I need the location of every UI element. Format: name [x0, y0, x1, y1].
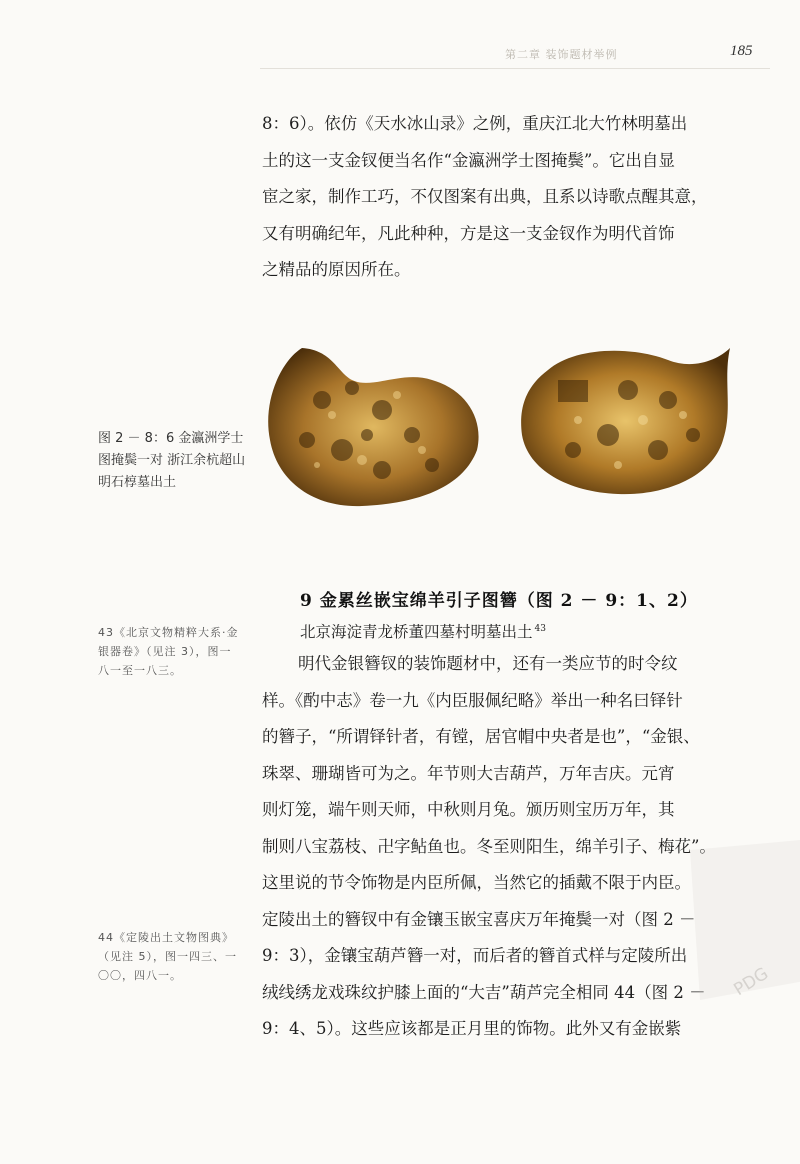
text-line: 则灯笼，端午则天师，中秋则月兔。颁历则宝历万年，其 [262, 800, 675, 819]
text-line: 制则八宝荔枝、卍字鲇鱼也。冬至则阳生，绵羊引子、梅花”。 [262, 836, 716, 856]
paragraph-1 [262, 106, 738, 289]
side-note-43: 43《北京文物精粹大系·金银器卷》（见注 3），图一八一至一八三。 [98, 626, 239, 677]
text-line: 宦之家，制作工巧，不仅图案有出典，且系以诗歌点醒其意， [262, 187, 708, 206]
footnote-ref-43[interactable]: 43 [534, 623, 546, 634]
text-line: 定陵出土的簪钗中有金镶玉嵌宝喜庆万年掩鬓一对（图 2 － [262, 909, 696, 929]
figure-caption: 图 2 － 8：6 金瀛洲学士图掩鬓一对 浙江余杭超山明石椁墓出土 [98, 431, 246, 490]
text-line: 土的这一支金钗便当名作“金瀛洲学士图掩鬓”。它出自显 [262, 150, 675, 170]
text-line: 珠翠、珊瑚皆可为之。年节则大吉葫芦，万年吉庆。元宵 [262, 763, 675, 783]
text-line: 9：3），金镶宝葫芦簪一对，而后者的簪首式样与定陵所出 [262, 946, 688, 965]
text-line: 又有明确纪年，凡此种种，方是这一支金钗作为明代首饰 [262, 223, 675, 243]
watermark-seal [660, 840, 800, 1000]
text-line: 之精品的原因所在。 [262, 260, 411, 279]
ornament-photo-right [518, 340, 732, 498]
text-line: 的簪子，“所谓铎针者，有镗，居官帽中央者是也”，“金银、 [262, 727, 700, 746]
section-source [300, 620, 546, 642]
text-line: 样。《酌中志》卷一九《内臣服佩纪略》举出一种名曰铎针 [262, 690, 683, 710]
source-text: 北京海淀青龙桥董四墓村明墓出土 [300, 623, 533, 641]
page-number: 185 [730, 43, 753, 59]
text-line: 9：4、5）。这些应该都是正月里的饰物。此外又有金嵌紫 [262, 1019, 682, 1038]
text-line: 这里说的节令饰物是内臣所佩，当然它的插戴不限于内臣。 [262, 873, 691, 892]
text-line: 8：6）。依仿《天水冰山录》之例，重庆江北大竹林明墓出 [262, 114, 688, 133]
text-line: 明代金银簪钗的装饰题材中，还有一类应节的时令纹 [298, 654, 678, 673]
section-title: 9 金累丝嵌宝绵羊引子图簪（图 2 － 9：1、2） [300, 591, 698, 611]
running-header-chapter: 第二章 装饰题材举例 [505, 48, 618, 61]
side-note-44: 44《定陵出土文物图典》（见注 5），图一四三、一〇〇，四八一。 [98, 931, 237, 982]
ornament-photo-left [262, 340, 484, 510]
text-line: 绒线绣龙戏珠纹护膝上面的“大吉”葫芦完全相同 44（图 2 － [262, 982, 706, 1002]
watermark-text: PDG [730, 963, 773, 1001]
